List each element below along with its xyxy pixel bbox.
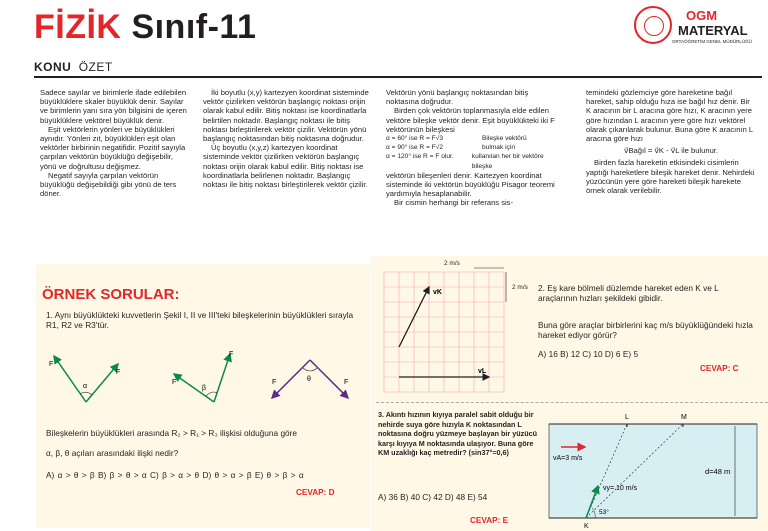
title-grade: Sınıf-11 [131,8,257,46]
formula-row [386,152,556,170]
figure-iii [272,360,348,398]
question-1-figures [46,350,358,416]
summary-column-3 [386,88,556,208]
formula-row [386,134,556,143]
question-3-text: 3. Akıntı hızının kıyıya paralel sabit olduğu bir nehirde suya göre hızıyla K noktasından L noktasına doğru yüzmeye başlayan bir yüzücü karşı kıyıya M noktasında ulaşıyor. Buna göre KM uzaklığı kaç metredir? (sin37°=0,6) [378,410,537,457]
figure-i [49,356,120,402]
summary-paragraph: Bir cismin herhangi bir referans sis- [394,198,514,208]
question-1-prompt: α, β, θ açıları arasındaki ilişki nedir? [46,448,179,458]
summary-paragraph: Birden çok vektörün toplanmasıyla elde edilen vektöre bileşke vektör denir. Eşit büyüklükteki iki F vektörünün bileşkesi [386,106,555,134]
question-1-text: 1. Aynı büyüklükteki kuvvetlerin Şekil I, II ve III'teki bileşkelerinin büyüklükleri sırayla R1, R2 ve R3'tür. [46,310,354,330]
force-label: F [49,361,54,368]
summary-paragraph: Birden fazla hareketin etkisindeki cisimlerin yaptığı hareketlere bileşik hareket denir. Nehirdeki yüzücünün yere göre hareketi bileşik harekete örnek olarak verilebilir. [586,158,755,196]
swimmer-velocity-label: vy= 10 m/s [603,485,638,492]
angle-label: 53° [599,509,609,516]
angle-alpha-label: α [83,383,88,390]
question-2-answer: CEVAP: C [700,364,739,373]
formula-text: kullanılan her bir vektöre bileşke [471,153,544,170]
point-l-label: L [625,414,629,421]
summary-paragraph: Vektörün yönü başlangıç noktasından bitiş noktasına doğrudur. [386,88,529,107]
question-2-text: 2. Eş kare bölmeli düzlemde hareket eden K ve L araçlarının hızları şekildeki gibidir. [538,283,719,303]
summary-column-4 [586,88,756,195]
logo-materyal: MATERYAL [678,23,748,38]
summary-paragraph: Negatif sayıyla çarpılan vektörün büyüklüğü değişebildiği gibi yönü de ters döner. [40,170,177,199]
question-1-options: A) α > θ > β B) β > θ > α C) β > α > θ D) θ > α > β E) θ > β > α [46,470,304,480]
examples-title: ÖRNEK SORULAR: [42,286,180,303]
summary-column-2 [203,88,369,189]
force-label: F [272,379,277,386]
ogm-logo [634,6,764,48]
topic-value: ÖZET [78,60,113,74]
velocity-grid [380,264,514,398]
river-width-label: d=48 m [705,467,731,476]
summary-paragraph: Eşit vektörlerin yönleri ve büyüklükleri aynıdır. Yönleri zıt, büyüklükleri eşit olan vektörler birbirinin negatifidir. Pozitif sayıyla çarpılan vektörün büyüklüğü değişebilir, yönü ve doğrultusu değişmez. [40,124,186,171]
logo-subtitle: ORTAÖĞRETİM GENEL MÜDÜRLÜĞÜ [672,39,752,44]
question-2-options: A) 16 B) 12 C) 10 D) 6 E) 5 [538,349,639,359]
river-diagram [543,410,766,531]
vl-label: vL [478,368,487,375]
force-label: F [116,369,121,376]
grid-right-label: 2 m/s [512,284,528,291]
force-label: F [229,351,234,358]
question-3-answer: CEVAP: E [470,516,509,525]
question-1-condition: Bileşkelerin büyüklükleri arasında R₂ > R₁ > R₃ ilişkisi olduğuna göre [46,428,298,438]
summary-paragraph: temindeki gözlemciye göre hareketine bağıl hareket, sahip olduğu hıza ise bağıl hız denir. Bir K aracının bir L aracına göre hızı, K aracının yere göre hızından L aracının yere göre hızı vektörel olarak çıkarılarak bulunur. Buna göre K aracının L aracına göre hızı [586,88,753,144]
question-2-prompt: Buna göre araçlar birbirlerini kaç m/s büyüklüğündeki hızla hareket ediyor görür? [538,320,753,340]
force-label: F [172,379,177,386]
angle-theta-label: θ [307,376,311,383]
current-velocity-label: vA=3 m/s [553,455,583,462]
topic-label: KONU [34,60,72,74]
logo-ogm: OGM [686,8,718,23]
formula-text: Bileşke vektörü [482,135,527,143]
header-rule [34,76,762,78]
vk-label: vK [433,289,442,296]
grid-top-label: 2 m/s [444,260,460,267]
formula: α = 60° ise R = F√3 [386,135,443,143]
title-subject: FİZİK [34,8,122,46]
formula-text: bulmak için [482,144,515,152]
page-title [34,8,256,47]
summary-paragraph: İki boyutlu (x,y) kartezyen koordinat sisteminde vektör çizilirken vektörün başlangıç noktası orijin olarak kabul edilir. Bitiş noktası ise koordinatlarla belirtilen noktadır. Başlangıç noktası ile bitiş noktası birleştirilerek vektör çizilir. Vektörün yönü başlangıç noktasından bitiş noktasına doğrudur. [203,88,369,144]
figure-ii [172,351,233,402]
angle-beta-label: β [202,385,207,392]
formula: α = 90° ise R = F√2 [386,144,443,152]
ministry-seal-icon [634,6,672,44]
point-m-label: M [681,414,687,421]
summary-paragraph: vektörün bileşenleri denir. Kartezyen koordinat sisteminde iki vektörün büyüklüğü Pisagor teoremi yardımıyla hesaplanabilir. [386,170,555,199]
point-k-label: K [584,523,589,530]
formula-row [386,143,556,152]
topic-header [34,60,113,74]
question-divider [376,402,768,403]
formula: α = 120° ise R = F olur. [386,153,454,161]
question-1-answer: CEVAP: D [296,488,335,497]
summary-column-1 [40,88,190,198]
question-3-options: A) 36 B) 40 C) 42 D) 48 E) 54 [378,492,488,502]
relative-velocity-formula: v⃗Bağıl = v⃗K - v⃗L ile bulunur. [623,146,719,156]
force-label: F [344,379,349,386]
summary-paragraph: Üç boyutlu (x,y,z) kartezyen koordinat sisteminde vektör çizilirken vektörün başlangıç noktası orijin olarak kabul edilir. Bitiş noktası ise koordinatlarla belirlenen noktadır. Başlangıç noktası ile bitiş noktası birleştirilerek vektör çizilir. [203,143,368,190]
summary-paragraph: Sadece sayılar ve birimlerle ifade edilebilen büyüklüklere skaler büyüklük denir. Sayılar ve birimlerin yanı sıra yön bilgisini de içeren büyüklüklere vektörel büyüklük denir. [40,88,187,125]
